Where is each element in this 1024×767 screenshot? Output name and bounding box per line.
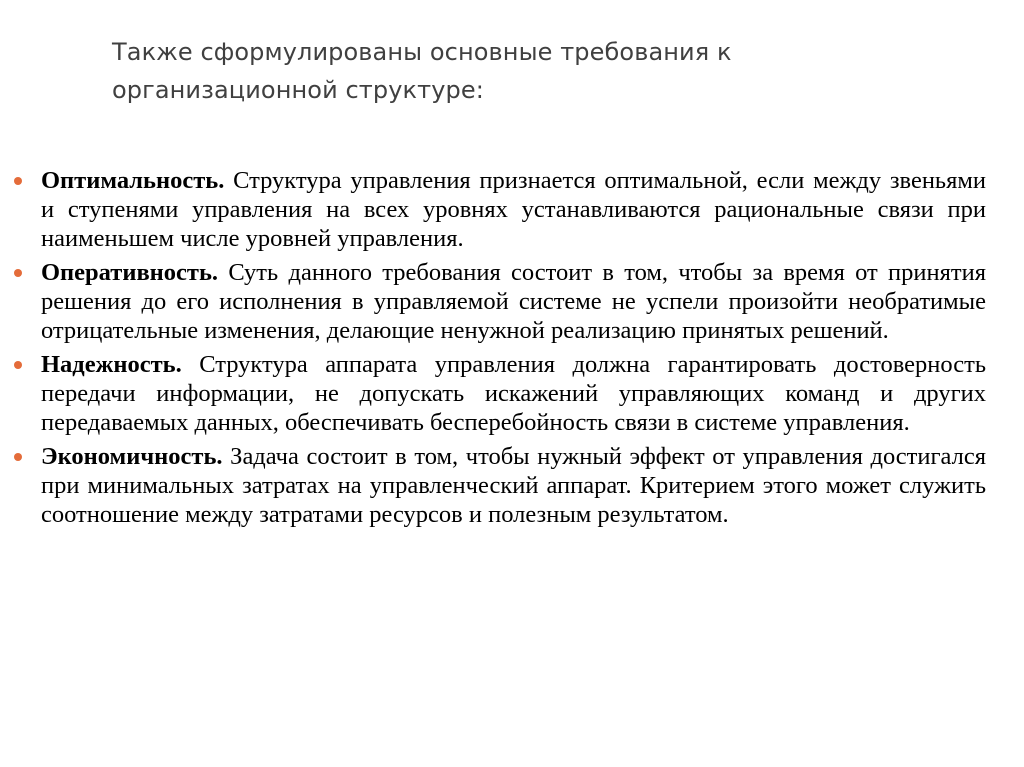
bullet-dot-icon xyxy=(14,453,22,461)
bullet-list xyxy=(10,166,990,534)
bullet-text: Суть данного требования состоит в том, чтобы за время от принятия решения до его исполнения в управляемой системе не успели произойти необратимые отрицательные изменения, делающие ненужной реализацию принятых решений. xyxy=(41,259,986,344)
bullet-term: Экономичность. xyxy=(41,443,223,470)
bullet-item-optimality xyxy=(10,166,986,253)
bullet-item-economy xyxy=(10,442,986,529)
bullet-dot-icon xyxy=(14,269,22,277)
bullet-dot-icon xyxy=(14,177,22,185)
bullet-text: Структура управления признается оптимальной, если между звеньями и ступенями управления на всех уровнях устанавливаются рациональные связи при наименьшем числе уровней управления. xyxy=(41,167,986,252)
bullet-item-reliability xyxy=(10,350,986,437)
bullet-term: Оптимальность. xyxy=(41,167,225,194)
bullet-text: Структура аппарата управления должна гарантировать достоверность передачи информации, не допускать искажений управляющих команд и других передаваемых данных, обеспечивать бесперебойность связи в системе управления. xyxy=(41,351,986,436)
bullet-term: Надежность. xyxy=(41,351,182,378)
bullet-term: Оперативность. xyxy=(41,259,219,286)
bullet-text: Задача состоит в том, чтобы нужный эффект от управления достигался при минимальных затратах на управленческий аппарат. Критерием этого может служить соотношение между затратами ресурсов и полезным результатом. xyxy=(41,443,986,528)
slide-title: Также сформулированы основные требования к организационной структуре: xyxy=(112,38,732,104)
bullet-dot-icon xyxy=(14,361,22,369)
bullet-item-efficiency xyxy=(10,258,986,345)
